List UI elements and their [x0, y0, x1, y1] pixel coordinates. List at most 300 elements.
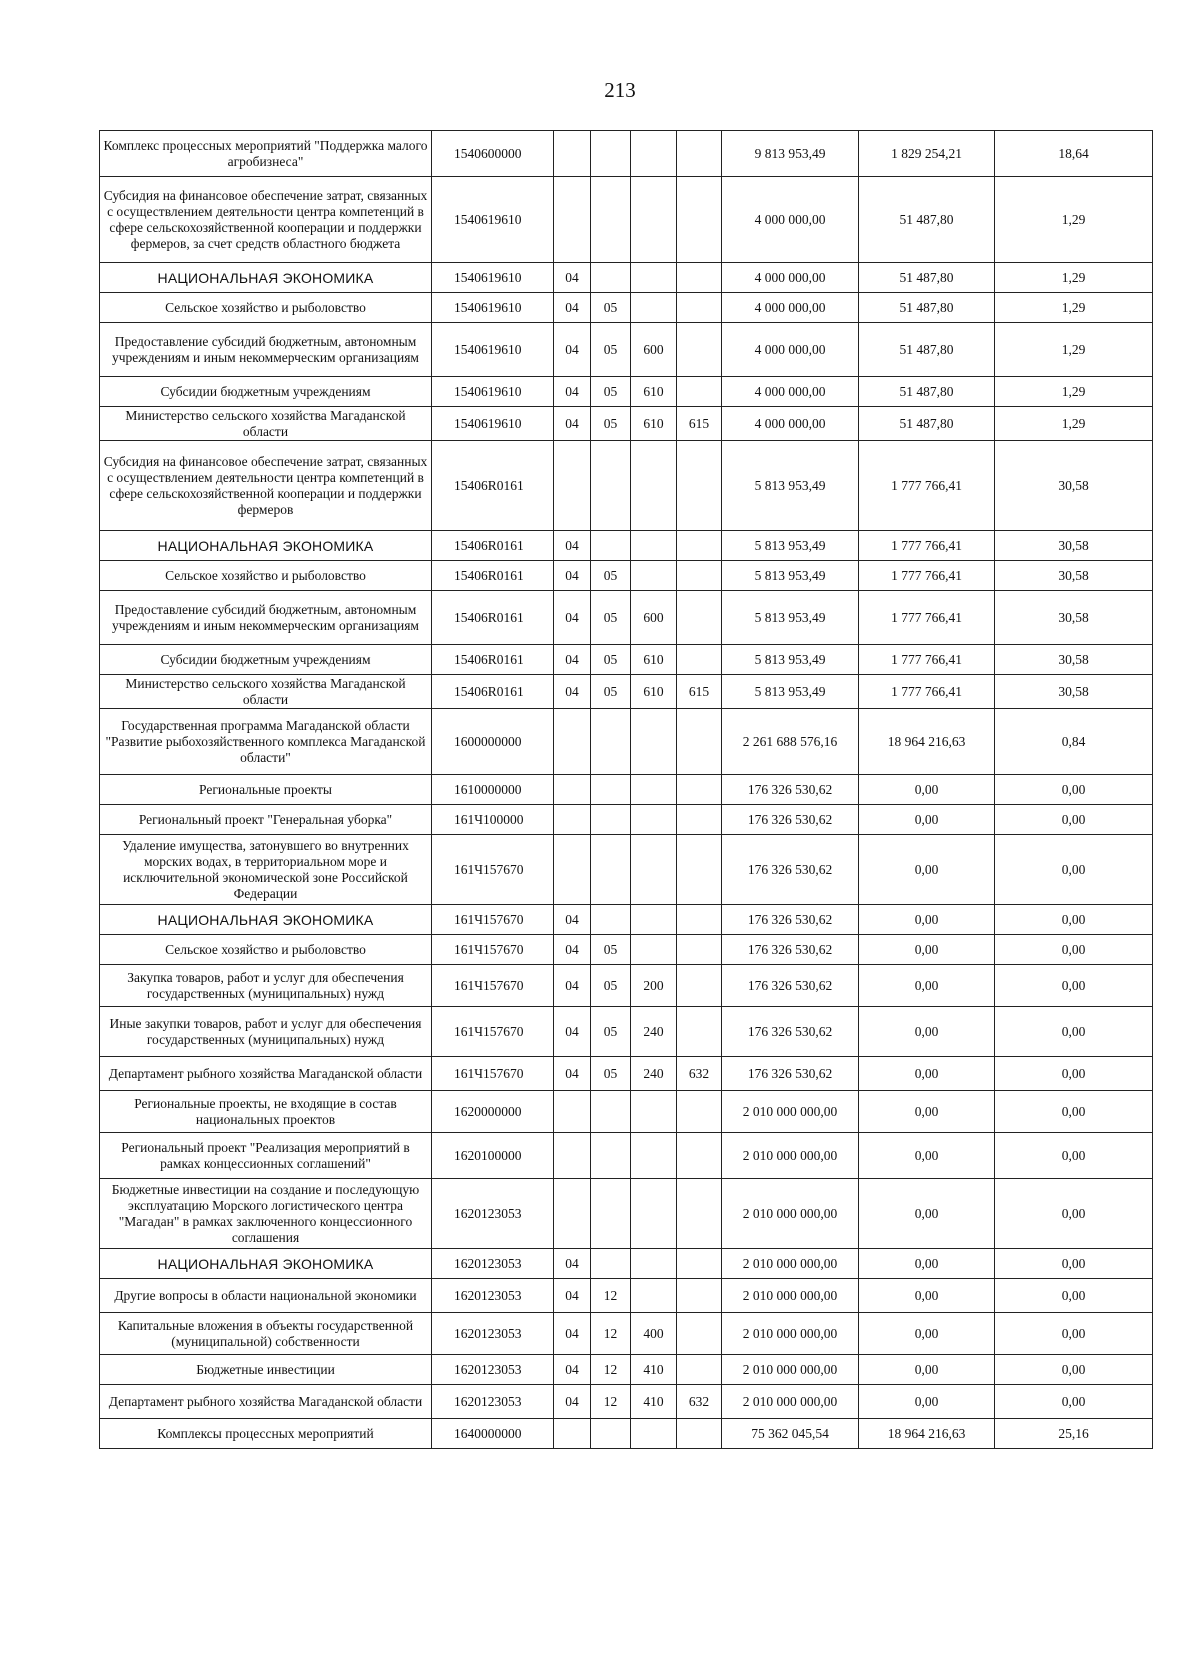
row-actual-amount: 18 964 216,63 — [859, 709, 995, 775]
row-code: 1540619610 — [432, 323, 554, 377]
row-code: 1540600000 — [432, 131, 554, 177]
table-row — [100, 675, 1153, 709]
table-row — [100, 775, 1153, 805]
row-name: Бюджетные инвестиции на создание и последующую эксплуатацию Морского логистического центра "Магадан" в рамках заключенного концессионного соглашения — [100, 1179, 432, 1249]
row-actual-amount: 0,00 — [859, 835, 995, 905]
row-actual-amount: 0,00 — [859, 1057, 995, 1091]
row-section: 04 — [554, 1385, 591, 1419]
row-section — [554, 1179, 591, 1249]
row-section — [554, 1133, 591, 1179]
row-expense-type — [631, 293, 677, 323]
row-section: 04 — [554, 1313, 591, 1355]
row-admin-code — [677, 263, 722, 293]
row-admin-code: 632 — [677, 1385, 722, 1419]
table-row — [100, 1091, 1153, 1133]
row-actual-amount: 1 777 766,41 — [859, 675, 995, 709]
row-admin-code — [677, 561, 722, 591]
row-code: 15406R0161 — [432, 645, 554, 675]
row-subsection: 05 — [591, 1057, 631, 1091]
row-plan-amount: 4 000 000,00 — [722, 263, 859, 293]
table-row — [100, 805, 1153, 835]
row-plan-amount: 176 326 530,62 — [722, 905, 859, 935]
row-percent: 1,29 — [995, 377, 1153, 407]
row-expense-type — [631, 263, 677, 293]
table-row — [100, 965, 1153, 1007]
table-row — [100, 591, 1153, 645]
row-section — [554, 177, 591, 263]
row-admin-code — [677, 1355, 722, 1385]
row-percent: 0,00 — [995, 775, 1153, 805]
row-code: 1620123053 — [432, 1179, 554, 1249]
row-subsection: 05 — [591, 1007, 631, 1057]
table-row — [100, 1385, 1153, 1419]
row-actual-amount: 0,00 — [859, 1091, 995, 1133]
row-actual-amount: 1 777 766,41 — [859, 561, 995, 591]
row-plan-amount: 2 010 000 000,00 — [722, 1355, 859, 1385]
row-subsection — [591, 775, 631, 805]
row-subsection: 12 — [591, 1279, 631, 1313]
row-section: 04 — [554, 591, 591, 645]
row-code: 1620123053 — [432, 1249, 554, 1279]
row-subsection — [591, 835, 631, 905]
row-code: 1620100000 — [432, 1133, 554, 1179]
row-admin-code — [677, 377, 722, 407]
row-name: Департамент рыбного хозяйства Магаданской области — [100, 1385, 432, 1419]
row-admin-code — [677, 1313, 722, 1355]
row-percent: 0,00 — [995, 1091, 1153, 1133]
row-admin-code — [677, 131, 722, 177]
row-name: Министерство сельского хозяйства Магаданской области — [100, 407, 432, 441]
row-name: Региональный проект "Реализация мероприятий в рамках концессионных соглашений" — [100, 1133, 432, 1179]
row-name: Закупка товаров, работ и услуг для обеспечения государственных (муниципальных) нужд — [100, 965, 432, 1007]
row-percent: 0,00 — [995, 965, 1153, 1007]
row-subsection: 12 — [591, 1355, 631, 1385]
row-percent: 0,00 — [995, 1007, 1153, 1057]
row-expense-type: 600 — [631, 591, 677, 645]
row-percent: 30,58 — [995, 441, 1153, 531]
row-name: НАЦИОНАЛЬНАЯ ЭКОНОМИКА — [100, 263, 432, 293]
row-name: Государственная программа Магаданской области "Развитие рыбохозяйственного комплекса Магаданской области" — [100, 709, 432, 775]
row-expense-type — [631, 131, 677, 177]
row-percent: 1,29 — [995, 177, 1153, 263]
row-percent: 0,00 — [995, 935, 1153, 965]
row-percent: 0,00 — [995, 905, 1153, 935]
row-plan-amount: 5 813 953,49 — [722, 645, 859, 675]
row-expense-type — [631, 905, 677, 935]
row-admin-code: 615 — [677, 407, 722, 441]
row-code: 161Ч157670 — [432, 905, 554, 935]
row-name: Региональные проекты, не входящие в состав национальных проектов — [100, 1091, 432, 1133]
row-admin-code — [677, 1133, 722, 1179]
row-plan-amount: 5 813 953,49 — [722, 561, 859, 591]
row-section: 04 — [554, 263, 591, 293]
row-actual-amount: 0,00 — [859, 1313, 995, 1355]
row-code: 1620123053 — [432, 1313, 554, 1355]
row-expense-type: 610 — [631, 377, 677, 407]
row-admin-code — [677, 441, 722, 531]
row-expense-type — [631, 1133, 677, 1179]
row-plan-amount: 4 000 000,00 — [722, 177, 859, 263]
row-section: 04 — [554, 935, 591, 965]
table-row — [100, 1133, 1153, 1179]
row-plan-amount: 2 010 000 000,00 — [722, 1279, 859, 1313]
row-section: 04 — [554, 965, 591, 1007]
row-section: 04 — [554, 645, 591, 675]
row-actual-amount: 0,00 — [859, 965, 995, 1007]
row-section — [554, 709, 591, 775]
row-section: 04 — [554, 675, 591, 709]
row-section: 04 — [554, 905, 591, 935]
row-expense-type — [631, 1091, 677, 1133]
row-subsection: 05 — [591, 323, 631, 377]
table-row — [100, 905, 1153, 935]
page-number: 213 — [604, 78, 636, 102]
row-code: 15406R0161 — [432, 441, 554, 531]
row-expense-type — [631, 805, 677, 835]
row-plan-amount: 2 010 000 000,00 — [722, 1133, 859, 1179]
row-plan-amount: 4 000 000,00 — [722, 293, 859, 323]
row-plan-amount: 2 010 000 000,00 — [722, 1313, 859, 1355]
row-actual-amount: 51 487,80 — [859, 377, 995, 407]
row-section: 04 — [554, 1279, 591, 1313]
row-actual-amount: 0,00 — [859, 1249, 995, 1279]
row-name: Департамент рыбного хозяйства Магаданской области — [100, 1057, 432, 1091]
table-row — [100, 1179, 1153, 1249]
row-subsection — [591, 1133, 631, 1179]
row-plan-amount: 9 813 953,49 — [722, 131, 859, 177]
row-admin-code — [677, 1419, 722, 1449]
row-actual-amount: 51 487,80 — [859, 323, 995, 377]
row-expense-type — [631, 709, 677, 775]
row-admin-code — [677, 709, 722, 775]
row-percent: 30,58 — [995, 531, 1153, 561]
row-section — [554, 131, 591, 177]
row-section: 04 — [554, 293, 591, 323]
row-code: 15406R0161 — [432, 561, 554, 591]
row-plan-amount: 2 010 000 000,00 — [722, 1179, 859, 1249]
row-actual-amount: 1 777 766,41 — [859, 531, 995, 561]
row-name: Субсидия на финансовое обеспечение затрат, связанных с осуществлением деятельности центра компетенций в сфере сельскохозяйственной кооперации и поддержки фермеров — [100, 441, 432, 531]
row-percent: 25,16 — [995, 1419, 1153, 1449]
row-section — [554, 1419, 591, 1449]
row-code: 161Ч157670 — [432, 935, 554, 965]
row-actual-amount: 51 487,80 — [859, 263, 995, 293]
row-name: Региональные проекты — [100, 775, 432, 805]
row-percent: 0,00 — [995, 1279, 1153, 1313]
row-section — [554, 835, 591, 905]
row-subsection — [591, 709, 631, 775]
row-name: Сельское хозяйство и рыболовство — [100, 293, 432, 323]
row-actual-amount: 1 777 766,41 — [859, 441, 995, 531]
row-name: Министерство сельского хозяйства Магаданской области — [100, 675, 432, 709]
row-name: Сельское хозяйство и рыболовство — [100, 561, 432, 591]
row-admin-code — [677, 775, 722, 805]
row-subsection — [591, 1419, 631, 1449]
row-expense-type: 240 — [631, 1057, 677, 1091]
row-expense-type: 610 — [631, 407, 677, 441]
row-name: Удаление имущества, затонувшего во внутренних морских водах, в территориальном море и исключительной экономической зоне Российской Федерации — [100, 835, 432, 905]
row-actual-amount: 51 487,80 — [859, 177, 995, 263]
row-expense-type: 410 — [631, 1385, 677, 1419]
table-row — [100, 709, 1153, 775]
row-code: 1540619610 — [432, 377, 554, 407]
row-subsection — [591, 905, 631, 935]
table-row — [100, 1313, 1153, 1355]
row-plan-amount: 4 000 000,00 — [722, 377, 859, 407]
row-percent: 0,00 — [995, 1179, 1153, 1249]
row-plan-amount: 2 261 688 576,16 — [722, 709, 859, 775]
row-name: Другие вопросы в области национальной экономики — [100, 1279, 432, 1313]
row-section: 04 — [554, 1249, 591, 1279]
row-percent: 0,00 — [995, 1385, 1153, 1419]
row-expense-type: 410 — [631, 1355, 677, 1385]
row-section: 04 — [554, 407, 591, 441]
row-subsection — [591, 177, 631, 263]
row-percent: 0,00 — [995, 1355, 1153, 1385]
row-plan-amount: 5 813 953,49 — [722, 531, 859, 561]
row-actual-amount: 0,00 — [859, 1279, 995, 1313]
row-name: НАЦИОНАЛЬНАЯ ЭКОНОМИКА — [100, 905, 432, 935]
row-code: 161Ч157670 — [432, 965, 554, 1007]
row-name: Региональный проект "Генеральная уборка" — [100, 805, 432, 835]
row-plan-amount: 176 326 530,62 — [722, 1057, 859, 1091]
row-code: 15406R0161 — [432, 591, 554, 645]
row-expense-type — [631, 1249, 677, 1279]
row-plan-amount: 5 813 953,49 — [722, 591, 859, 645]
row-actual-amount: 1 829 254,21 — [859, 131, 995, 177]
row-subsection: 05 — [591, 407, 631, 441]
row-subsection — [591, 1179, 631, 1249]
row-admin-code — [677, 1249, 722, 1279]
row-plan-amount: 2 010 000 000,00 — [722, 1091, 859, 1133]
table-row — [100, 293, 1153, 323]
row-name: Бюджетные инвестиции — [100, 1355, 432, 1385]
row-percent: 0,84 — [995, 709, 1153, 775]
row-percent: 30,58 — [995, 675, 1153, 709]
row-expense-type: 400 — [631, 1313, 677, 1355]
row-admin-code — [677, 1179, 722, 1249]
table-row — [100, 323, 1153, 377]
row-code: 1610000000 — [432, 775, 554, 805]
row-admin-code — [677, 1279, 722, 1313]
row-admin-code: 615 — [677, 675, 722, 709]
table-row — [100, 407, 1153, 441]
row-name: Сельское хозяйство и рыболовство — [100, 935, 432, 965]
row-actual-amount: 0,00 — [859, 775, 995, 805]
row-plan-amount: 4 000 000,00 — [722, 407, 859, 441]
table-row — [100, 1057, 1153, 1091]
table-row — [100, 177, 1153, 263]
row-actual-amount: 0,00 — [859, 805, 995, 835]
row-percent: 0,00 — [995, 805, 1153, 835]
row-actual-amount: 1 777 766,41 — [859, 645, 995, 675]
row-expense-type: 600 — [631, 323, 677, 377]
row-subsection: 12 — [591, 1385, 631, 1419]
row-admin-code — [677, 531, 722, 561]
row-code: 161Ч157670 — [432, 1007, 554, 1057]
table-row — [100, 835, 1153, 905]
row-name: НАЦИОНАЛЬНАЯ ЭКОНОМИКА — [100, 531, 432, 561]
row-plan-amount: 75 362 045,54 — [722, 1419, 859, 1449]
row-percent: 30,58 — [995, 645, 1153, 675]
row-section: 04 — [554, 1355, 591, 1385]
row-percent: 0,00 — [995, 1313, 1153, 1355]
row-actual-amount: 51 487,80 — [859, 293, 995, 323]
row-section — [554, 441, 591, 531]
row-plan-amount: 5 813 953,49 — [722, 675, 859, 709]
row-actual-amount: 0,00 — [859, 1385, 995, 1419]
row-code: 1600000000 — [432, 709, 554, 775]
row-code: 1540619610 — [432, 407, 554, 441]
row-subsection: 05 — [591, 293, 631, 323]
row-percent: 0,00 — [995, 835, 1153, 905]
row-expense-type — [631, 531, 677, 561]
table-row — [100, 1355, 1153, 1385]
row-admin-code — [677, 835, 722, 905]
table-row — [100, 561, 1153, 591]
row-percent: 1,29 — [995, 323, 1153, 377]
row-code: 161Ч157670 — [432, 1057, 554, 1091]
table-row — [100, 935, 1153, 965]
row-code: 15406R0161 — [432, 531, 554, 561]
row-percent: 0,00 — [995, 1133, 1153, 1179]
row-subsection: 05 — [591, 377, 631, 407]
row-name: Субсидии бюджетным учреждениям — [100, 377, 432, 407]
row-name: Иные закупки товаров, работ и услуг для обеспечения государственных (муниципальных) нужд — [100, 1007, 432, 1057]
row-expense-type: 610 — [631, 675, 677, 709]
row-percent: 0,00 — [995, 1249, 1153, 1279]
row-code: 1540619610 — [432, 293, 554, 323]
row-plan-amount: 4 000 000,00 — [722, 323, 859, 377]
row-admin-code — [677, 965, 722, 1007]
row-subsection — [591, 1249, 631, 1279]
budget-table — [99, 130, 1153, 1449]
row-code: 161Ч100000 — [432, 805, 554, 835]
table-row — [100, 377, 1153, 407]
table-row — [100, 131, 1153, 177]
row-subsection: 12 — [591, 1313, 631, 1355]
row-actual-amount: 51 487,80 — [859, 407, 995, 441]
row-name: Комплексы процессных мероприятий — [100, 1419, 432, 1449]
row-section — [554, 1091, 591, 1133]
table-row — [100, 1249, 1153, 1279]
row-plan-amount: 176 326 530,62 — [722, 805, 859, 835]
row-subsection: 05 — [591, 591, 631, 645]
row-actual-amount: 18 964 216,63 — [859, 1419, 995, 1449]
row-admin-code — [677, 591, 722, 645]
row-admin-code — [677, 805, 722, 835]
row-subsection — [591, 263, 631, 293]
row-plan-amount: 176 326 530,62 — [722, 1007, 859, 1057]
row-section — [554, 775, 591, 805]
row-subsection: 05 — [591, 675, 631, 709]
row-name: Субсидия на финансовое обеспечение затрат, связанных с осуществлением деятельности центра компетенций в сфере сельскохозяйственной кооперации и поддержки фермеров, за счет средств областного бюджета — [100, 177, 432, 263]
row-admin-code — [677, 905, 722, 935]
row-subsection — [591, 1091, 631, 1133]
row-section: 04 — [554, 323, 591, 377]
row-code: 1620000000 — [432, 1091, 554, 1133]
row-expense-type — [631, 177, 677, 263]
row-name: Предоставление субсидий бюджетным, автономным учреждениям и иным некоммерческим организациям — [100, 591, 432, 645]
row-subsection: 05 — [591, 561, 631, 591]
row-subsection — [591, 441, 631, 531]
row-percent: 30,58 — [995, 591, 1153, 645]
row-plan-amount: 2 010 000 000,00 — [722, 1249, 859, 1279]
row-subsection: 05 — [591, 645, 631, 675]
row-expense-type — [631, 1419, 677, 1449]
row-code: 15406R0161 — [432, 675, 554, 709]
row-plan-amount: 2 010 000 000,00 — [722, 1385, 859, 1419]
row-actual-amount: 0,00 — [859, 1133, 995, 1179]
row-admin-code — [677, 293, 722, 323]
row-subsection — [591, 531, 631, 561]
row-percent: 0,00 — [995, 1057, 1153, 1091]
row-percent: 1,29 — [995, 407, 1153, 441]
row-expense-type — [631, 561, 677, 591]
row-code: 1540619610 — [432, 177, 554, 263]
row-admin-code — [677, 1091, 722, 1133]
row-percent: 1,29 — [995, 293, 1153, 323]
row-subsection: 05 — [591, 935, 631, 965]
row-expense-type — [631, 1179, 677, 1249]
row-percent: 1,29 — [995, 263, 1153, 293]
row-subsection: 05 — [591, 965, 631, 1007]
row-actual-amount: 0,00 — [859, 1007, 995, 1057]
row-admin-code: 632 — [677, 1057, 722, 1091]
row-expense-type — [631, 835, 677, 905]
row-code: 1620123053 — [432, 1355, 554, 1385]
row-name: Комплекс процессных мероприятий "Поддержка малого агробизнеса" — [100, 131, 432, 177]
row-section: 04 — [554, 377, 591, 407]
row-name: Предоставление субсидий бюджетным, автономным учреждениям и иным некоммерческим организациям — [100, 323, 432, 377]
row-expense-type: 200 — [631, 965, 677, 1007]
row-admin-code — [677, 935, 722, 965]
table-row — [100, 1007, 1153, 1057]
row-actual-amount: 0,00 — [859, 1355, 995, 1385]
row-section: 04 — [554, 531, 591, 561]
row-percent: 30,58 — [995, 561, 1153, 591]
row-name: Капитальные вложения в объекты государственной (муниципальной) собственности — [100, 1313, 432, 1355]
row-section: 04 — [554, 1057, 591, 1091]
row-name: Субсидии бюджетным учреждениям — [100, 645, 432, 675]
row-actual-amount: 0,00 — [859, 905, 995, 935]
row-admin-code — [677, 645, 722, 675]
table-body — [100, 131, 1153, 1449]
row-code: 1640000000 — [432, 1419, 554, 1449]
row-plan-amount: 176 326 530,62 — [722, 935, 859, 965]
row-section: 04 — [554, 561, 591, 591]
table-row — [100, 1419, 1153, 1449]
row-admin-code — [677, 177, 722, 263]
table-row — [100, 263, 1153, 293]
row-subsection — [591, 805, 631, 835]
row-subsection — [591, 131, 631, 177]
table-row — [100, 531, 1153, 561]
table-row — [100, 441, 1153, 531]
row-section — [554, 805, 591, 835]
row-actual-amount: 1 777 766,41 — [859, 591, 995, 645]
row-actual-amount: 0,00 — [859, 935, 995, 965]
row-expense-type — [631, 1279, 677, 1313]
row-section: 04 — [554, 1007, 591, 1057]
table-row — [100, 1279, 1153, 1313]
row-name: НАЦИОНАЛЬНАЯ ЭКОНОМИКА — [100, 1249, 432, 1279]
table-row — [100, 645, 1153, 675]
row-expense-type: 610 — [631, 645, 677, 675]
row-plan-amount: 5 813 953,49 — [722, 441, 859, 531]
row-plan-amount: 176 326 530,62 — [722, 965, 859, 1007]
row-expense-type — [631, 775, 677, 805]
